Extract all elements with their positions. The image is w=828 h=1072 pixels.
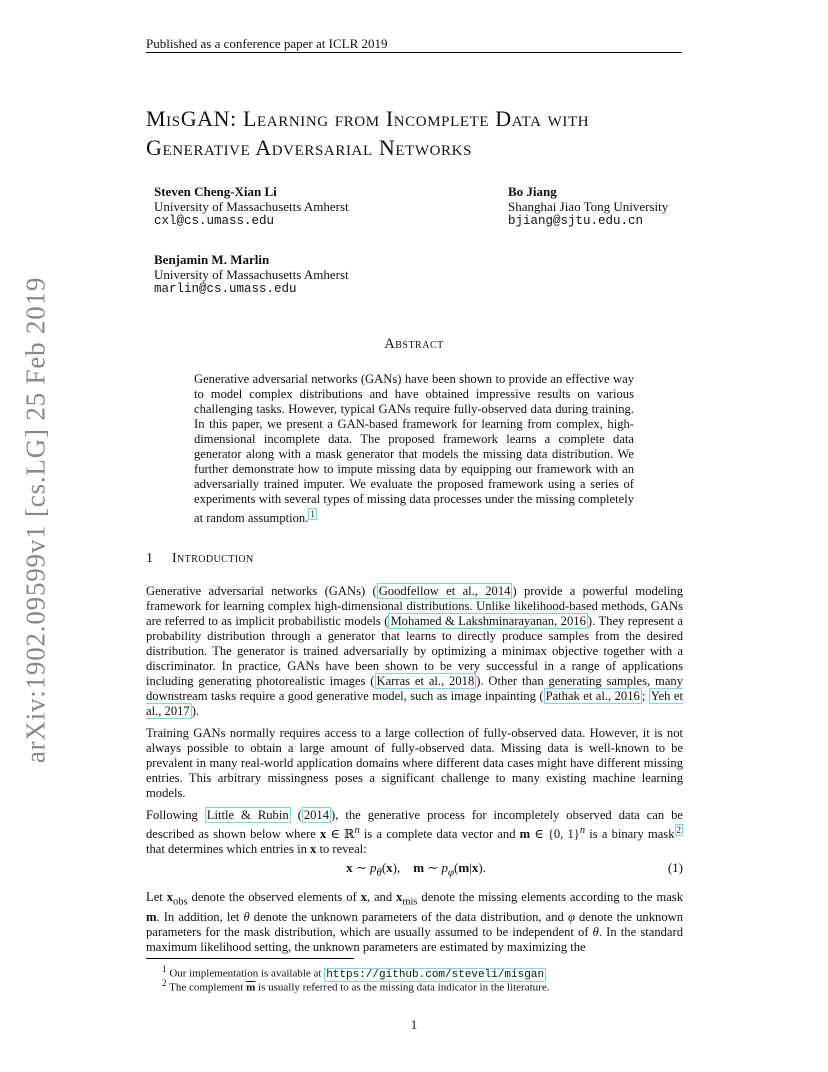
text-run: . In the standard maximum likelihood setting, the unknown parameters are estimated by maximizing the (146, 924, 683, 954)
footnote-link-1[interactable]: 1 (310, 509, 315, 519)
footnote-text: is usually referred to as the missing data indicator in the literature. (255, 981, 550, 994)
footnote-text: The complement (169, 981, 247, 994)
paper-title (146, 104, 706, 162)
section-title: Introduction (172, 551, 254, 566)
author-affiliation: University of Massachusetts Amherst (154, 267, 349, 282)
header-rule (146, 52, 682, 53)
author-block-3 (154, 252, 349, 297)
citation-link[interactable]: Yeh et al., 2017 (146, 689, 683, 718)
text-run: Let (146, 890, 167, 904)
footnote-mark: 1 (162, 964, 167, 974)
text-run: denote the missing elements according to the mask (417, 890, 683, 904)
text-run: that determines which entries in (146, 842, 311, 857)
citation-link[interactable]: Little & Rubin (206, 808, 289, 822)
equation-number: (1) (667, 860, 683, 875)
paragraph-2: Training GANs normally requires access to a large collection of fully-observed data. However, it is not always possible to obtain a large amount of fully-observed data. Missing data is well-known to be prevalent in many real-world application domains where different data cases might have different missing entries. This arbitrary missingness poses a significant challenge to many existing machine learning models. (146, 726, 683, 800)
text-run: denote the observed elements of (187, 890, 361, 904)
section-number: 1 (146, 551, 154, 566)
citation-link[interactable]: Mohamed & Lakshminarayanan, 2016 (390, 614, 586, 628)
text-run: is a binary mask (585, 827, 675, 842)
author-affiliation: Shanghai Jiao Tong University (508, 199, 669, 214)
arxiv-side-label: arXiv:1902.09599v1 [cs.LG] 25 Feb 2019 (20, 276, 51, 764)
author-email[interactable]: cxl@cs.umass.edu (154, 214, 275, 228)
equation-body: x ∼ $p_\theta(x)$, m ∼ $p_\varphi(m|x)$. (346, 860, 486, 879)
text-run: denote the unknown parameters of the data distribution, and (249, 909, 568, 924)
citation-link[interactable]: Pathak et al., 2016 (545, 689, 640, 703)
citation-link[interactable]: Goodfellow et al., 2014 (378, 584, 511, 598)
citation-link[interactable]: Karras et al., 2018 (376, 674, 475, 688)
footnote-2: $^2$ The complement $\overline{m}$ is usually referred to as the missing data indicator in the literature. (162, 978, 550, 994)
footnote-mark: 2 (162, 978, 167, 988)
text-run: ). Other than generating samples, many downstream tasks require a good generative model, such as image inpainting ( (146, 674, 683, 703)
author-name: Benjamin M. Marlin (154, 252, 270, 267)
repo-link[interactable]: https://github.com/steveli/misgan (326, 968, 545, 981)
footnote-link-2[interactable]: 2 (676, 825, 681, 835)
author-email[interactable]: bjiang@sjtu.edu.cn (508, 214, 644, 228)
text-run: denote the unknown parameters for the mask distribution, which are usually assumed to be independent of (146, 909, 684, 939)
text-run: Following (146, 808, 205, 822)
footnote-rule (146, 958, 354, 959)
abstract-body (194, 372, 634, 526)
section-heading (146, 551, 254, 567)
conference-header: Published as a conference paper at ICLR 2019 (146, 36, 388, 51)
text-run: is a complete data vector and (359, 827, 520, 842)
title-line-2: Generative Adversarial Networks (146, 135, 473, 160)
abstract-text: Generative adversarial networks (GANs) have been shown to provide an effective way to model complex distributions and have obtained impressive results on various challenging tasks. However, typical GANs require fully-observed data during training. In this paper, we present a GAN-based framework for learning from complex, high-dimensional incomplete data. The proposed framework learns a complete data generator along with a mask generator that models the missing data distribution. We further demonstrate how to impute missing data by equipping our framework with an adversarially trained imputer. We evaluate the proposed framework using a series of experiments with several types of missing data processes under the missing completely at random assumption. (194, 372, 634, 526)
author-name: Bo Jiang (508, 184, 557, 199)
author-affiliation: University of Massachusetts Amherst (154, 199, 349, 214)
text-run: , and (366, 890, 397, 904)
paragraph-1 (146, 584, 683, 719)
text-run: ). (191, 704, 200, 718)
text-run: to reveal: (316, 842, 367, 857)
text-run: ). They represent a probability distribution through a generator that learns to directly produce samples from the desired distribution. The generator is trained adversarially by optimizing a minimax objective together with a discriminator. In practice, GANs have been shown to be very successful in a range of applications including generating photorealistic images ( (146, 614, 683, 688)
page-number: 1 (410, 1017, 418, 1032)
abstract-heading: Abstract (384, 336, 444, 352)
paragraph-3: Following Little & Rubin ( 2014 ), the generative process for incompletely observed data can be described as shown below where x ∈ ℝ$^n$ is a complete data vector and m ∈ {0, 1}$^n$ is a binary mask $^2$ that determines which entries in x to reveal: (146, 808, 684, 857)
author-email[interactable]: marlin@cs.umass.edu (154, 282, 297, 296)
text-run: ), the generative process for incompletely observed data can be described as shown below where (146, 808, 684, 842)
text-run: ) provide a powerful modeling framework for learning complex high-dimensional distributions. Unlike likelihood-based methods, GANs are referred to as implicit probabilistic models ( (146, 584, 683, 628)
author-block-1 (154, 184, 349, 229)
text-run: ( (290, 808, 302, 822)
author-name: Steven Cheng-Xian Li (154, 184, 277, 199)
footnote-text: Our implementation is available at (169, 967, 325, 980)
title-line-1: MisGAN: Learning from Incomplete Data with (146, 106, 590, 131)
citation-link[interactable]: 2014 (303, 808, 329, 822)
text-run: ; (641, 689, 649, 703)
text-run: Generative adversarial networks (GANs) ( (146, 584, 377, 598)
paragraph-4: Let $x_{obs}$ denote the observed elements of x, and $x_{mis}$ denote the missing elements according to the mask m. In addition, let θ denote the unknown parameters of the data distribution, and φ denote the unknown parameters for the mask distribution, which are usually assumed to be independent of θ. In the standard maximum likelihood setting, the unknown parameters are estimated by maximizing the (146, 890, 684, 954)
text-run: . In addition, let (156, 909, 244, 924)
author-block-2 (508, 184, 668, 229)
